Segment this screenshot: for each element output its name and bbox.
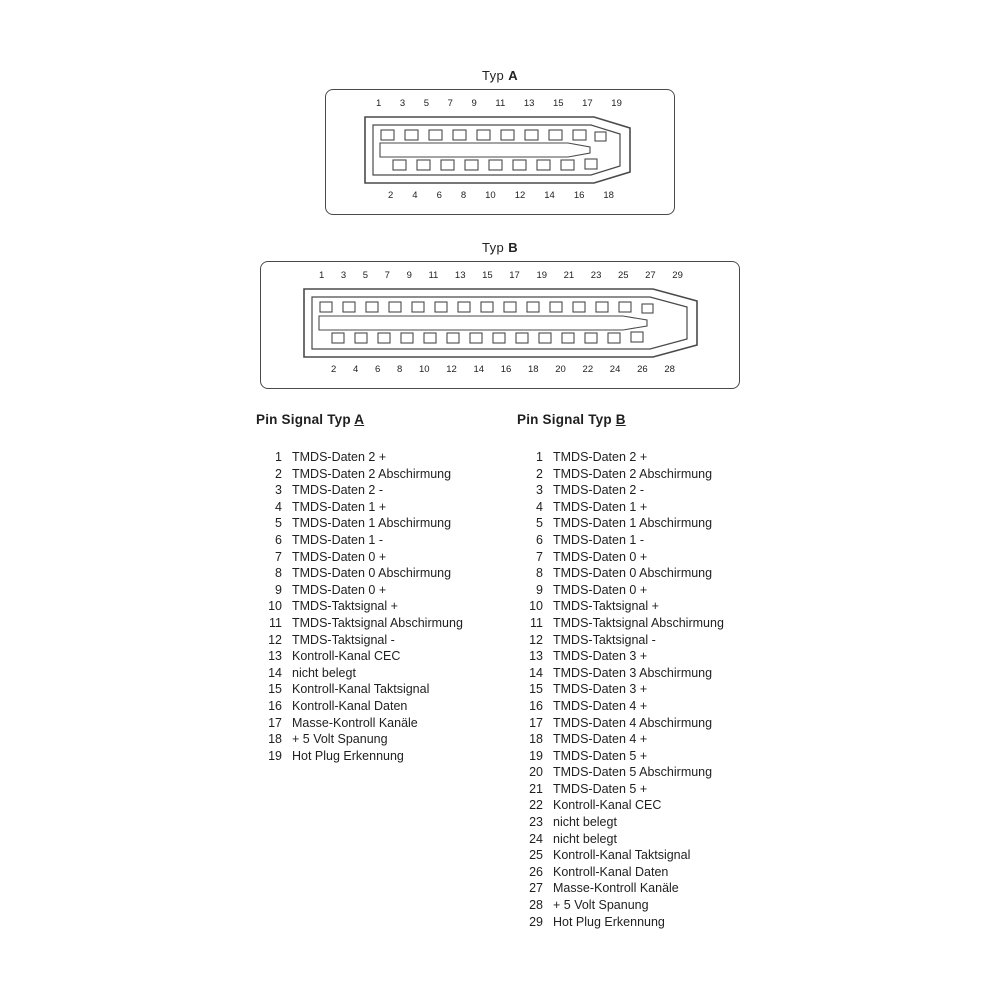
pin-number-b-21: 21 xyxy=(563,270,575,281)
pin-signal-label: TMDS-Daten 1 - xyxy=(292,532,383,547)
pin-signal-label: TMDS-Daten 5 + xyxy=(553,748,648,763)
pin-signal-label: TMDS-Daten 5 + xyxy=(553,781,648,796)
pin-row xyxy=(517,665,797,682)
pin-number-a-17: 17 xyxy=(582,98,593,109)
pin-signal-label: TMDS-Daten 0 + xyxy=(553,582,648,597)
pin-number: 19 xyxy=(268,748,282,763)
pin-number: 15 xyxy=(268,682,282,697)
pin-number: 18 xyxy=(268,732,282,747)
pin-number-b-3: 3 xyxy=(340,270,347,281)
connector-type-b-shell xyxy=(260,261,740,389)
pin-number-b-19: 19 xyxy=(536,270,548,281)
pin-number-b-13: 13 xyxy=(454,270,466,281)
pin-signal-label: TMDS-Daten 5 Abschirmung xyxy=(553,765,713,780)
pin-number: 8 xyxy=(536,566,543,581)
pin-number: 20 xyxy=(529,765,543,780)
pin-signal-label: TMDS-Daten 2 Abschirmung xyxy=(292,466,452,481)
pin-row xyxy=(256,598,516,615)
pin-number: 9 xyxy=(275,582,282,597)
pin-number-a-9: 9 xyxy=(471,98,477,109)
pin-number-a-18: 18 xyxy=(603,190,614,201)
pin-number: 4 xyxy=(536,499,543,514)
pin-number: 22 xyxy=(529,798,543,813)
pin-signal-label: TMDS-Daten 0 Abschirmung xyxy=(553,566,713,581)
pin-number-b-14: 14 xyxy=(473,364,485,375)
pin-row xyxy=(517,814,797,831)
connector-type-b-title-prefix: Typ xyxy=(482,240,509,255)
pin-number-a-5: 5 xyxy=(423,98,430,109)
pin-number: 12 xyxy=(268,632,282,647)
pin-signal-label: Kontroll-Kanal Taktsignal xyxy=(292,682,430,697)
pin-number: 2 xyxy=(536,466,543,481)
pin-number-b-11: 11 xyxy=(428,270,439,281)
pin-number: 5 xyxy=(275,516,282,531)
pin-signal-label: TMDS-Daten 1 + xyxy=(292,499,387,514)
pin-table-type-a-heading xyxy=(256,412,516,427)
pin-row xyxy=(517,466,797,483)
pin-number: 28 xyxy=(529,898,543,913)
pin-signal-label: Kontroll-Kanal Daten xyxy=(292,698,408,713)
pin-row xyxy=(517,615,797,632)
pin-number: 17 xyxy=(529,715,543,730)
pin-row xyxy=(517,715,797,732)
pin-number: 11 xyxy=(269,615,282,630)
pin-number-a-2: 2 xyxy=(388,190,394,201)
pin-number-a-1: 1 xyxy=(376,98,382,109)
pin-number: 24 xyxy=(529,831,543,846)
pin-signal-label: Kontroll-Kanal Daten xyxy=(553,864,669,879)
pin-number-b-20: 20 xyxy=(555,364,566,375)
pin-number: 13 xyxy=(268,649,282,664)
pin-number-a-6: 6 xyxy=(436,190,442,201)
pin-signal-label: TMDS-Taktsignal + xyxy=(292,599,398,614)
pin-signal-label: TMDS-Daten 2 - xyxy=(292,483,383,498)
pin-signal-label: TMDS-Daten 4 + xyxy=(553,698,648,713)
pin-number: 7 xyxy=(536,549,543,564)
pin-row xyxy=(517,897,797,914)
pin-number-a-4: 4 xyxy=(412,190,418,201)
pin-number-b-16: 16 xyxy=(500,364,512,375)
pin-signal-label: TMDS-Daten 1 + xyxy=(553,499,648,514)
pin-table-type-b-heading-text: Pin Signal Typ xyxy=(517,412,616,427)
connector-type-a-port-shape xyxy=(362,114,640,186)
pin-signal-label: TMDS-Daten 2 Abschirmung xyxy=(553,466,713,481)
pin-number-a-3: 3 xyxy=(399,98,406,109)
pin-number-a-15: 15 xyxy=(552,98,564,109)
pin-row xyxy=(256,499,516,516)
pin-number: 6 xyxy=(536,532,543,547)
pin-row xyxy=(517,731,797,748)
pin-row xyxy=(517,914,797,931)
pin-number: 1 xyxy=(536,450,543,464)
pin-number: 26 xyxy=(529,864,543,879)
pin-number: 16 xyxy=(268,698,282,713)
pin-number: 29 xyxy=(529,914,543,929)
pin-row xyxy=(517,698,797,715)
pin-signal-label: TMDS-Daten 3 + xyxy=(553,682,648,697)
pin-number-b-29: 29 xyxy=(672,270,683,281)
pin-signal-label: TMDS-Daten 3 Abschirmung xyxy=(553,665,713,680)
pin-signal-label: + 5 Volt Spanung xyxy=(292,732,388,747)
pin-number-b-10: 10 xyxy=(418,364,430,375)
pin-number: 1 xyxy=(275,450,282,464)
pin-number-b-4: 4 xyxy=(352,364,359,375)
connector-type-a-port xyxy=(362,114,640,186)
pin-signal-label: TMDS-Daten 2 + xyxy=(292,450,387,464)
pin-signal-label: TMDS-Daten 3 + xyxy=(553,649,648,664)
pin-row xyxy=(256,482,516,499)
pin-signal-label: Masse-Kontroll Kanäle xyxy=(553,881,679,896)
connector-type-b-port-shape xyxy=(301,286,706,360)
pin-signal-label: TMDS-Daten 1 - xyxy=(553,532,644,547)
pin-number-b-5: 5 xyxy=(362,270,369,281)
pin-signal-label: TMDS-Daten 1 Abschirmung xyxy=(553,516,713,531)
pin-table-type-b-rows xyxy=(517,449,797,930)
pin-number-b-22: 22 xyxy=(582,364,594,375)
connector-type-b xyxy=(260,240,740,389)
pin-row xyxy=(517,781,797,798)
pin-table-type-a-rows xyxy=(256,449,516,764)
connector-type-a-title-letter: A xyxy=(508,68,518,83)
pin-row xyxy=(517,764,797,781)
pin-number-b-23: 23 xyxy=(590,270,602,281)
pin-number: 13 xyxy=(529,649,543,664)
pin-row xyxy=(256,466,516,483)
pin-number: 10 xyxy=(529,599,543,614)
pin-signal-label: nicht belegt xyxy=(553,831,617,846)
pin-number-a-12: 12 xyxy=(514,190,526,201)
pin-number-b-24: 24 xyxy=(609,364,621,375)
pin-row xyxy=(256,632,516,649)
pin-row xyxy=(517,632,797,649)
pin-number-b-1: 1 xyxy=(319,270,325,281)
pin-number: 15 xyxy=(529,682,543,697)
pin-signal-label: TMDS-Daten 0 + xyxy=(292,582,387,597)
connector-type-b-port xyxy=(301,286,706,360)
pin-number: 23 xyxy=(529,815,543,830)
connector-type-a-title xyxy=(325,68,675,83)
pin-number: 4 xyxy=(275,499,282,514)
pin-row xyxy=(517,598,797,615)
connector-type-b-title-letter: B xyxy=(508,240,518,255)
pin-row xyxy=(517,847,797,864)
pin-number: 3 xyxy=(536,483,543,498)
pin-signal-label: TMDS-Daten 1 Abschirmung xyxy=(292,516,452,531)
pin-signal-label: Kontroll-Kanal Taktsignal xyxy=(553,848,691,863)
pin-number-b-12: 12 xyxy=(446,364,457,375)
pin-row xyxy=(517,831,797,848)
pin-row xyxy=(517,748,797,765)
pin-number: 25 xyxy=(529,848,543,863)
pin-number: 14 xyxy=(268,665,282,680)
pin-row xyxy=(517,499,797,516)
pin-row xyxy=(256,681,516,698)
pin-number-a-16: 16 xyxy=(573,190,585,201)
pin-row xyxy=(256,549,516,566)
pin-row xyxy=(517,582,797,599)
pin-number-b-6: 6 xyxy=(374,364,381,375)
pin-number-b-25: 25 xyxy=(617,270,629,281)
pin-signal-label: TMDS-Taktsignal - xyxy=(553,632,656,647)
pin-row xyxy=(256,748,516,765)
pin-number: 7 xyxy=(275,549,282,564)
connector-type-b-top-numbers xyxy=(319,270,683,281)
pin-number-a-19: 19 xyxy=(611,98,622,109)
connector-type-a-shell xyxy=(325,89,675,215)
pin-number-b-8: 8 xyxy=(396,364,403,375)
pin-table-type-b xyxy=(517,412,797,930)
pin-number-b-28: 28 xyxy=(664,364,675,375)
pin-row xyxy=(256,698,516,715)
pin-table-type-a-heading-letter: A xyxy=(354,412,365,427)
connector-type-a-bottom-numbers xyxy=(388,190,614,201)
pin-signal-label: TMDS-Daten 0 + xyxy=(553,549,648,564)
pin-number-a-10: 10 xyxy=(485,190,496,201)
pin-number: 2 xyxy=(275,466,282,481)
pin-number: 11 xyxy=(530,615,543,630)
pin-row xyxy=(256,615,516,632)
pin-signal-label: TMDS-Daten 0 + xyxy=(292,549,387,564)
pin-row xyxy=(517,532,797,549)
pin-signal-label: TMDS-Taktsignal Abschirmung xyxy=(553,615,724,630)
pin-row xyxy=(256,532,516,549)
pin-row xyxy=(517,515,797,532)
pin-number: 27 xyxy=(529,881,543,896)
pin-signal-label: Hot Plug Erkennung xyxy=(553,914,665,929)
pin-number-b-2: 2 xyxy=(331,364,337,375)
pin-number-b-15: 15 xyxy=(482,270,493,281)
pin-number-b-26: 26 xyxy=(637,364,648,375)
pin-table-type-a-heading-text: Pin Signal Typ xyxy=(256,412,355,427)
pin-number-b-27: 27 xyxy=(645,270,656,281)
pin-signal-label: TMDS-Daten 4 + xyxy=(553,732,648,747)
pin-number-b-17: 17 xyxy=(509,270,520,281)
pin-signal-label: TMDS-Taktsignal + xyxy=(553,599,659,614)
connector-type-b-title xyxy=(260,240,740,255)
pin-number-a-7: 7 xyxy=(447,98,453,109)
pin-row xyxy=(517,797,797,814)
pin-number: 5 xyxy=(536,516,543,531)
pin-signal-label: Kontroll-Kanal CEC xyxy=(292,649,401,664)
connector-type-b-bottom-numbers xyxy=(331,364,675,375)
pin-number-a-8: 8 xyxy=(460,190,467,201)
pin-number-b-18: 18 xyxy=(528,364,539,375)
pin-row xyxy=(256,582,516,599)
pin-row xyxy=(517,681,797,698)
pin-row xyxy=(256,449,516,466)
pin-number: 21 xyxy=(529,781,543,796)
pin-number-b-7: 7 xyxy=(384,270,390,281)
pin-signal-label: nicht belegt xyxy=(292,665,356,680)
pin-signal-label: nicht belegt xyxy=(553,815,617,830)
pin-number: 16 xyxy=(529,698,543,713)
pin-signal-label: Kontroll-Kanal CEC xyxy=(553,798,662,813)
connector-type-a xyxy=(325,68,675,215)
pin-number: 3 xyxy=(275,483,282,498)
pin-signal-label: TMDS-Taktsignal Abschirmung xyxy=(292,615,463,630)
pin-signal-label: Masse-Kontroll Kanäle xyxy=(292,715,418,730)
pin-number-b-9: 9 xyxy=(406,270,412,281)
pin-row xyxy=(517,482,797,499)
pin-number: 8 xyxy=(275,566,282,581)
pin-table-type-b-heading xyxy=(517,412,797,427)
pin-row xyxy=(256,665,516,682)
pin-signal-label: TMDS-Daten 2 - xyxy=(553,483,644,498)
pin-number: 17 xyxy=(268,715,282,730)
pin-number: 10 xyxy=(268,599,282,614)
pin-number: 18 xyxy=(529,732,543,747)
pin-number: 9 xyxy=(536,582,543,597)
pin-row xyxy=(517,648,797,665)
pin-number: 12 xyxy=(529,632,543,647)
pin-signal-label: + 5 Volt Spanung xyxy=(553,898,649,913)
pin-signal-label: TMDS-Daten 0 Abschirmung xyxy=(292,566,452,581)
pin-table-type-a xyxy=(256,412,516,764)
pin-signal-label: TMDS-Taktsignal - xyxy=(292,632,395,647)
pin-signal-label: TMDS-Daten 2 + xyxy=(553,450,648,464)
pin-row xyxy=(517,880,797,897)
pin-number-a-13: 13 xyxy=(523,98,535,109)
pin-table-type-b-heading-letter: B xyxy=(615,412,626,427)
pin-signal-label: Hot Plug Erkennung xyxy=(292,748,404,763)
pin-row xyxy=(256,648,516,665)
pin-row xyxy=(517,449,797,466)
connector-type-a-title-prefix: Typ xyxy=(482,68,509,83)
connector-type-a-top-numbers xyxy=(376,98,622,109)
pin-row xyxy=(256,515,516,532)
pin-row xyxy=(256,565,516,582)
pin-number: 14 xyxy=(529,665,543,680)
pin-row xyxy=(517,565,797,582)
pin-row xyxy=(517,864,797,881)
pin-row xyxy=(517,549,797,566)
pin-number: 19 xyxy=(529,748,543,763)
pin-number: 6 xyxy=(275,532,282,547)
pin-signal-label: TMDS-Daten 4 Abschirmung xyxy=(553,715,713,730)
pin-row xyxy=(256,731,516,748)
pin-number-a-14: 14 xyxy=(544,190,555,201)
pin-row xyxy=(256,715,516,732)
pin-number-a-11: 11 xyxy=(495,98,506,109)
